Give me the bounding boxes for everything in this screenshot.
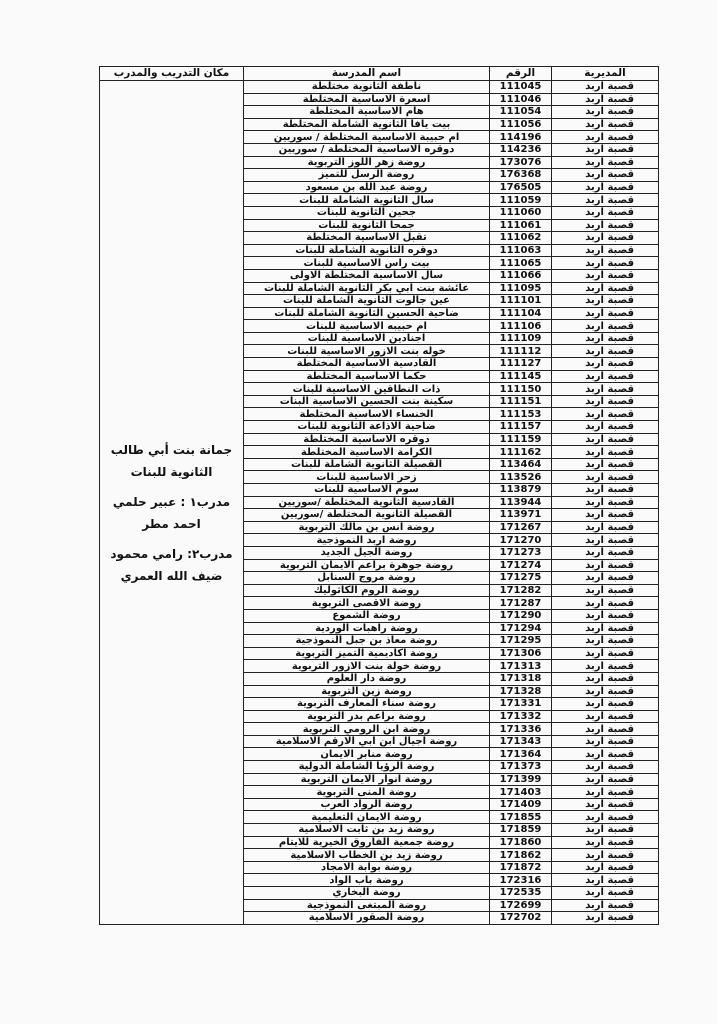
school-name-cell: ذات النطاقين الاساسية للبنات xyxy=(244,383,490,396)
directorate-cell: قصبة اربد xyxy=(552,534,659,547)
training-info xyxy=(100,439,243,587)
school-number-cell: 111060 xyxy=(490,206,552,219)
directorate-cell: قصبة اربد xyxy=(552,685,659,698)
directorate-cell: قصبة اربد xyxy=(552,584,659,597)
school-name-cell: روضة زيد بن ثابت الاسلامية xyxy=(244,824,490,837)
school-name-cell: زحر الاساسية للبنات xyxy=(244,471,490,484)
directorate-cell: قصبة اربد xyxy=(552,118,659,131)
schedule-page xyxy=(99,66,658,934)
school-name-cell: جحين الثانوية للبنات xyxy=(244,206,490,219)
directorate-cell: قصبة اربد xyxy=(552,698,659,711)
school-name-cell: القادسية الثانوية المختلطة /سوريين xyxy=(244,496,490,509)
school-name-cell: دوقره الاساسية المختلطة / سوريين xyxy=(244,143,490,156)
school-name-cell: اسعرة الاساسية المختلطة xyxy=(244,93,490,106)
school-number-cell: 111112 xyxy=(490,345,552,358)
directorate-cell: قصبة اربد xyxy=(552,370,659,383)
school-number-cell: 171332 xyxy=(490,710,552,723)
directorate-cell: قصبة اربد xyxy=(552,509,659,522)
school-number-cell: 171409 xyxy=(490,798,552,811)
school-name-cell: ضاحية الحسين الثانوية الشاملة للبنات xyxy=(244,307,490,320)
directorate-cell: قصبة اربد xyxy=(552,421,659,434)
school-name-cell: روضة خولة بنت الازور التربوية xyxy=(244,660,490,673)
school-number-cell: 111065 xyxy=(490,257,552,270)
school-number-cell: 171282 xyxy=(490,584,552,597)
directorate-cell: قصبة اربد xyxy=(552,748,659,761)
school-name-cell: روضة مروج السنابل xyxy=(244,572,490,585)
directorate-cell: قصبة اربد xyxy=(552,887,659,900)
school-number-cell: 111159 xyxy=(490,433,552,446)
school-number-cell: 113464 xyxy=(490,458,552,471)
school-number-cell: 111104 xyxy=(490,307,552,320)
directorate-cell: قصبة اربد xyxy=(552,345,659,358)
school-number-cell: 171343 xyxy=(490,735,552,748)
directorate-cell: قصبة اربد xyxy=(552,836,659,849)
directorate-cell: قصبة اربد xyxy=(552,169,659,182)
directorate-cell: قصبة اربد xyxy=(552,723,659,736)
school-name-cell: دوقره الثانوية الشاملة للبنات xyxy=(244,244,490,257)
school-number-cell: 171275 xyxy=(490,572,552,585)
directorate-cell: قصبة اربد xyxy=(552,798,659,811)
directorate-cell: قصبة اربد xyxy=(552,408,659,421)
school-name-cell: روضة زيد بن الخطاب الاسلامية xyxy=(244,849,490,862)
school-number-cell: 111054 xyxy=(490,106,552,119)
directorate-cell: قصبة اربد xyxy=(552,597,659,610)
school-name-cell: روضة الرؤيا الشاملة الدولية xyxy=(244,761,490,774)
school-number-cell: 111109 xyxy=(490,332,552,345)
directorate-cell: قصبة اربد xyxy=(552,269,659,282)
school-name-cell: روضة عبد الله بن مسعود xyxy=(244,181,490,194)
directorate-cell: قصبة اربد xyxy=(552,849,659,862)
school-number-cell: 111101 xyxy=(490,295,552,308)
school-name-cell: الكرامة الاساسية المختلطة xyxy=(244,446,490,459)
school-number-cell: 171273 xyxy=(490,546,552,559)
school-name-cell: خوله بنت الازور الاساسية للبنات xyxy=(244,345,490,358)
school-name-cell: هام الاساسية المختلطة xyxy=(244,106,490,119)
school-name-cell: دوقره الاساسية المختلطة xyxy=(244,433,490,446)
school-name-cell: روضة سناء المعارف التربوية xyxy=(244,698,490,711)
school-name-cell: سال الثانوية الشاملة للبنات xyxy=(244,194,490,207)
header-place: مكان التدريب والمدرب xyxy=(100,67,244,81)
directorate-cell: قصبة اربد xyxy=(552,232,659,245)
directorate-cell: قصبة اربد xyxy=(552,131,659,144)
directorate-cell: قصبة اربد xyxy=(552,672,659,685)
school-number-cell: 171364 xyxy=(490,748,552,761)
directorate-cell: قصبة اربد xyxy=(552,622,659,635)
school-name-cell: روضة اربد النموذجية xyxy=(244,534,490,547)
school-name-cell: روضة الصقور الاسلامية xyxy=(244,912,490,925)
school-name-cell: روضة انس بن مالك التربوية xyxy=(244,521,490,534)
school-name-cell: روضة براعم بدر التربوية xyxy=(244,710,490,723)
school-number-cell: 171336 xyxy=(490,723,552,736)
school-name-cell: القادسية الاساسية المختلطة xyxy=(244,358,490,371)
header-row xyxy=(100,67,659,81)
school-number-cell: 173076 xyxy=(490,156,552,169)
directorate-cell: قصبة اربد xyxy=(552,811,659,824)
school-name-cell: روضة الايمان التعليمية xyxy=(244,811,490,824)
directorate-cell: قصبة اربد xyxy=(552,773,659,786)
school-name-cell: سوم الاساسية للبنات xyxy=(244,484,490,497)
directorate-cell: قصبة اربد xyxy=(552,332,659,345)
school-number-cell: 113879 xyxy=(490,484,552,497)
school-name-cell: روضة معاذ بن جبل النموذجية xyxy=(244,635,490,648)
directorate-cell: قصبة اربد xyxy=(552,219,659,232)
school-name-cell: روضة المبتغى النموذجية xyxy=(244,899,490,912)
school-number-cell: 171274 xyxy=(490,559,552,572)
school-name-cell: روضة راهبات الوردية xyxy=(244,622,490,635)
directorate-cell: قصبة اربد xyxy=(552,181,659,194)
school-name-cell: روضة البخاري xyxy=(244,887,490,900)
directorate-cell: قصبة اربد xyxy=(552,395,659,408)
directorate-cell: قصبة اربد xyxy=(552,383,659,396)
school-number-cell: 171270 xyxy=(490,534,552,547)
school-number-cell: 172702 xyxy=(490,912,552,925)
directorate-cell: قصبة اربد xyxy=(552,156,659,169)
school-name-cell: روضة الشموع xyxy=(244,609,490,622)
directorate-cell: قصبة اربد xyxy=(552,244,659,257)
school-name-cell: عين جالوت الثانوية الشاملة للبنات xyxy=(244,295,490,308)
directorate-cell: قصبة اربد xyxy=(552,559,659,572)
school-number-cell: 111153 xyxy=(490,408,552,421)
directorate-cell: قصبة اربد xyxy=(552,496,659,509)
directorate-cell: قصبة اربد xyxy=(552,546,659,559)
school-number-cell: 111127 xyxy=(490,358,552,371)
school-number-cell: 111056 xyxy=(490,118,552,131)
directorate-cell: قصبة اربد xyxy=(552,295,659,308)
school-name-cell: روضة ابن الرومي التربوية xyxy=(244,723,490,736)
school-name-cell: روضة جوهرة براعم الايمان التربوية xyxy=(244,559,490,572)
school-name-cell: روضة دار العلوم xyxy=(244,672,490,685)
school-number-cell: 111059 xyxy=(490,194,552,207)
directorate-cell: قصبة اربد xyxy=(552,572,659,585)
school-number-cell: 171287 xyxy=(490,597,552,610)
school-name-cell: ضاحية الاذاعة الثانوية للبنات xyxy=(244,421,490,434)
school-number-cell: 171860 xyxy=(490,836,552,849)
directorate-cell: قصبة اربد xyxy=(552,320,659,333)
school-name-cell: روضة الجيل الجديد xyxy=(244,546,490,559)
trainer-2: مدرب٢: رامي محمود ضيف الله العمري xyxy=(110,547,233,583)
school-name-cell: روضة المنى التربوية xyxy=(244,786,490,799)
school-name-cell: القصيلة الثانوية الشاملة للبنات xyxy=(244,458,490,471)
directorate-cell: قصبة اربد xyxy=(552,521,659,534)
schools-table xyxy=(99,66,659,925)
school-number-cell: 171306 xyxy=(490,647,552,660)
school-number-cell: 111151 xyxy=(490,395,552,408)
school-name-cell: سال الاساسية المختلطة الاولى xyxy=(244,269,490,282)
school-number-cell: 171290 xyxy=(490,609,552,622)
school-name-cell: ام حبيبة الاساسية المختلطة / سوريين xyxy=(244,131,490,144)
school-number-cell: 171318 xyxy=(490,672,552,685)
directorate-cell: قصبة اربد xyxy=(552,874,659,887)
directorate-cell: قصبة اربد xyxy=(552,433,659,446)
directorate-cell: قصبة اربد xyxy=(552,471,659,484)
school-number-cell: 114236 xyxy=(490,143,552,156)
training-place-cell xyxy=(100,81,244,925)
school-number-cell: 176368 xyxy=(490,169,552,182)
school-name-cell: عائشة بنت ابي بكر الثانوية الشاملة للبنات xyxy=(244,282,490,295)
directorate-cell: قصبة اربد xyxy=(552,358,659,371)
school-name-cell: حكما الاساسية المختلطة xyxy=(244,370,490,383)
school-name-cell: جمحا الثانوية للبنات xyxy=(244,219,490,232)
school-number-cell: 113526 xyxy=(490,471,552,484)
directorate-cell: قصبة اربد xyxy=(552,824,659,837)
school-name-cell: روضة الرسل للتميز xyxy=(244,169,490,182)
school-number-cell: 111095 xyxy=(490,282,552,295)
directorate-cell: قصبة اربد xyxy=(552,609,659,622)
school-number-cell: 171855 xyxy=(490,811,552,824)
school-number-cell: 111066 xyxy=(490,269,552,282)
school-name-cell: روضة زهر اللوز التربوية xyxy=(244,156,490,169)
school-name-cell: روضة منابر الايمان xyxy=(244,748,490,761)
directorate-cell: قصبة اربد xyxy=(552,206,659,219)
school-number-cell: 172699 xyxy=(490,899,552,912)
school-number-cell: 113971 xyxy=(490,509,552,522)
directorate-cell: قصبة اربد xyxy=(552,735,659,748)
school-name-cell: ام حبيبه الاساسية للبنات xyxy=(244,320,490,333)
school-number-cell: 171403 xyxy=(490,786,552,799)
school-number-cell: 114196 xyxy=(490,131,552,144)
directorate-cell: قصبة اربد xyxy=(552,899,659,912)
school-number-cell: 171872 xyxy=(490,861,552,874)
directorate-cell: قصبة اربد xyxy=(552,458,659,471)
school-name-cell: تقبل الاساسية المختلطة xyxy=(244,232,490,245)
school-name-cell: ناطفة الثانوية مختلطة xyxy=(244,81,490,94)
directorate-cell: قصبة اربد xyxy=(552,81,659,94)
school-number-cell: 111046 xyxy=(490,93,552,106)
directorate-cell: قصبة اربد xyxy=(552,282,659,295)
school-name-cell: روضة باب الواد xyxy=(244,874,490,887)
school-number-cell: 171267 xyxy=(490,521,552,534)
header-school: اسم المدرسة xyxy=(244,67,490,81)
directorate-cell: قصبة اربد xyxy=(552,861,659,874)
school-number-cell: 171373 xyxy=(490,761,552,774)
directorate-cell: قصبة اربد xyxy=(552,710,659,723)
school-name-cell: روضة بوابة الامجاد xyxy=(244,861,490,874)
school-number-cell: 111157 xyxy=(490,421,552,434)
table-body xyxy=(100,81,659,925)
school-number-cell: 176505 xyxy=(490,181,552,194)
table-row xyxy=(100,81,659,94)
school-number-cell: 113944 xyxy=(490,496,552,509)
school-name-cell: الخنساء الاساسية المختلطة xyxy=(244,408,490,421)
school-name-cell: بيت راس الاساسية للبنات xyxy=(244,257,490,270)
trainer-1: مدرب١ : عبير حلمي احمد مطر xyxy=(112,495,231,531)
school-name-cell: سكينة بنت الحسين الاساسية البنات xyxy=(244,395,490,408)
school-number-cell: 171294 xyxy=(490,622,552,635)
school-number-cell: 171399 xyxy=(490,773,552,786)
school-number-cell: 111106 xyxy=(490,320,552,333)
directorate-cell: قصبة اربد xyxy=(552,194,659,207)
directorate-cell: قصبة اربد xyxy=(552,307,659,320)
header-number: الرقم xyxy=(490,67,552,81)
directorate-cell: قصبة اربد xyxy=(552,660,659,673)
school-number-cell: 111150 xyxy=(490,383,552,396)
directorate-cell: قصبة اربد xyxy=(552,786,659,799)
school-number-cell: 171295 xyxy=(490,635,552,648)
school-name-cell: القصيلة الثانوية المختلطة /سوريين xyxy=(244,509,490,522)
header-directorate: المديرية xyxy=(552,67,659,81)
school-name-cell: اجنادين الاساسية للبنات xyxy=(244,332,490,345)
school-name-cell: روضة زين التربوية xyxy=(244,685,490,698)
school-number-cell: 171313 xyxy=(490,660,552,673)
directorate-cell: قصبة اربد xyxy=(552,106,659,119)
school-number-cell: 172316 xyxy=(490,874,552,887)
school-number-cell: 111145 xyxy=(490,370,552,383)
school-number-cell: 111063 xyxy=(490,244,552,257)
school-number-cell: 111162 xyxy=(490,446,552,459)
school-name-cell: روضة اكاديمية التميز التربوية xyxy=(244,647,490,660)
school-number-cell: 111045 xyxy=(490,81,552,94)
directorate-cell: قصبة اربد xyxy=(552,143,659,156)
directorate-cell: قصبة اربد xyxy=(552,446,659,459)
school-number-cell: 172535 xyxy=(490,887,552,900)
directorate-cell: قصبة اربد xyxy=(552,647,659,660)
training-venue: جمانة بنت أبي طالب الثانوية للبنات xyxy=(110,443,233,479)
directorate-cell: قصبة اربد xyxy=(552,761,659,774)
school-number-cell: 171331 xyxy=(490,698,552,711)
directorate-cell: قصبة اربد xyxy=(552,635,659,648)
school-number-cell: 111062 xyxy=(490,232,552,245)
school-number-cell: 171862 xyxy=(490,849,552,862)
school-name-cell: روضة جمعية الفاروق الخيرية للايتام xyxy=(244,836,490,849)
school-number-cell: 171859 xyxy=(490,824,552,837)
directorate-cell: قصبة اربد xyxy=(552,257,659,270)
school-name-cell: بيت يافا الثانوية الشاملة المختلطة xyxy=(244,118,490,131)
school-number-cell: 171328 xyxy=(490,685,552,698)
school-number-cell: 111061 xyxy=(490,219,552,232)
school-name-cell: روضة انوار الايمان التربوية xyxy=(244,773,490,786)
directorate-cell: قصبة اربد xyxy=(552,93,659,106)
school-name-cell: روضة الروم الكاثوليك xyxy=(244,584,490,597)
school-name-cell: روضة اجيال ابن ابي الارقم الاسلامية xyxy=(244,735,490,748)
school-name-cell: روضة الرواد العرب xyxy=(244,798,490,811)
directorate-cell: قصبة اربد xyxy=(552,912,659,925)
school-name-cell: روضة الاقصى التربوية xyxy=(244,597,490,610)
directorate-cell: قصبة اربد xyxy=(552,484,659,497)
